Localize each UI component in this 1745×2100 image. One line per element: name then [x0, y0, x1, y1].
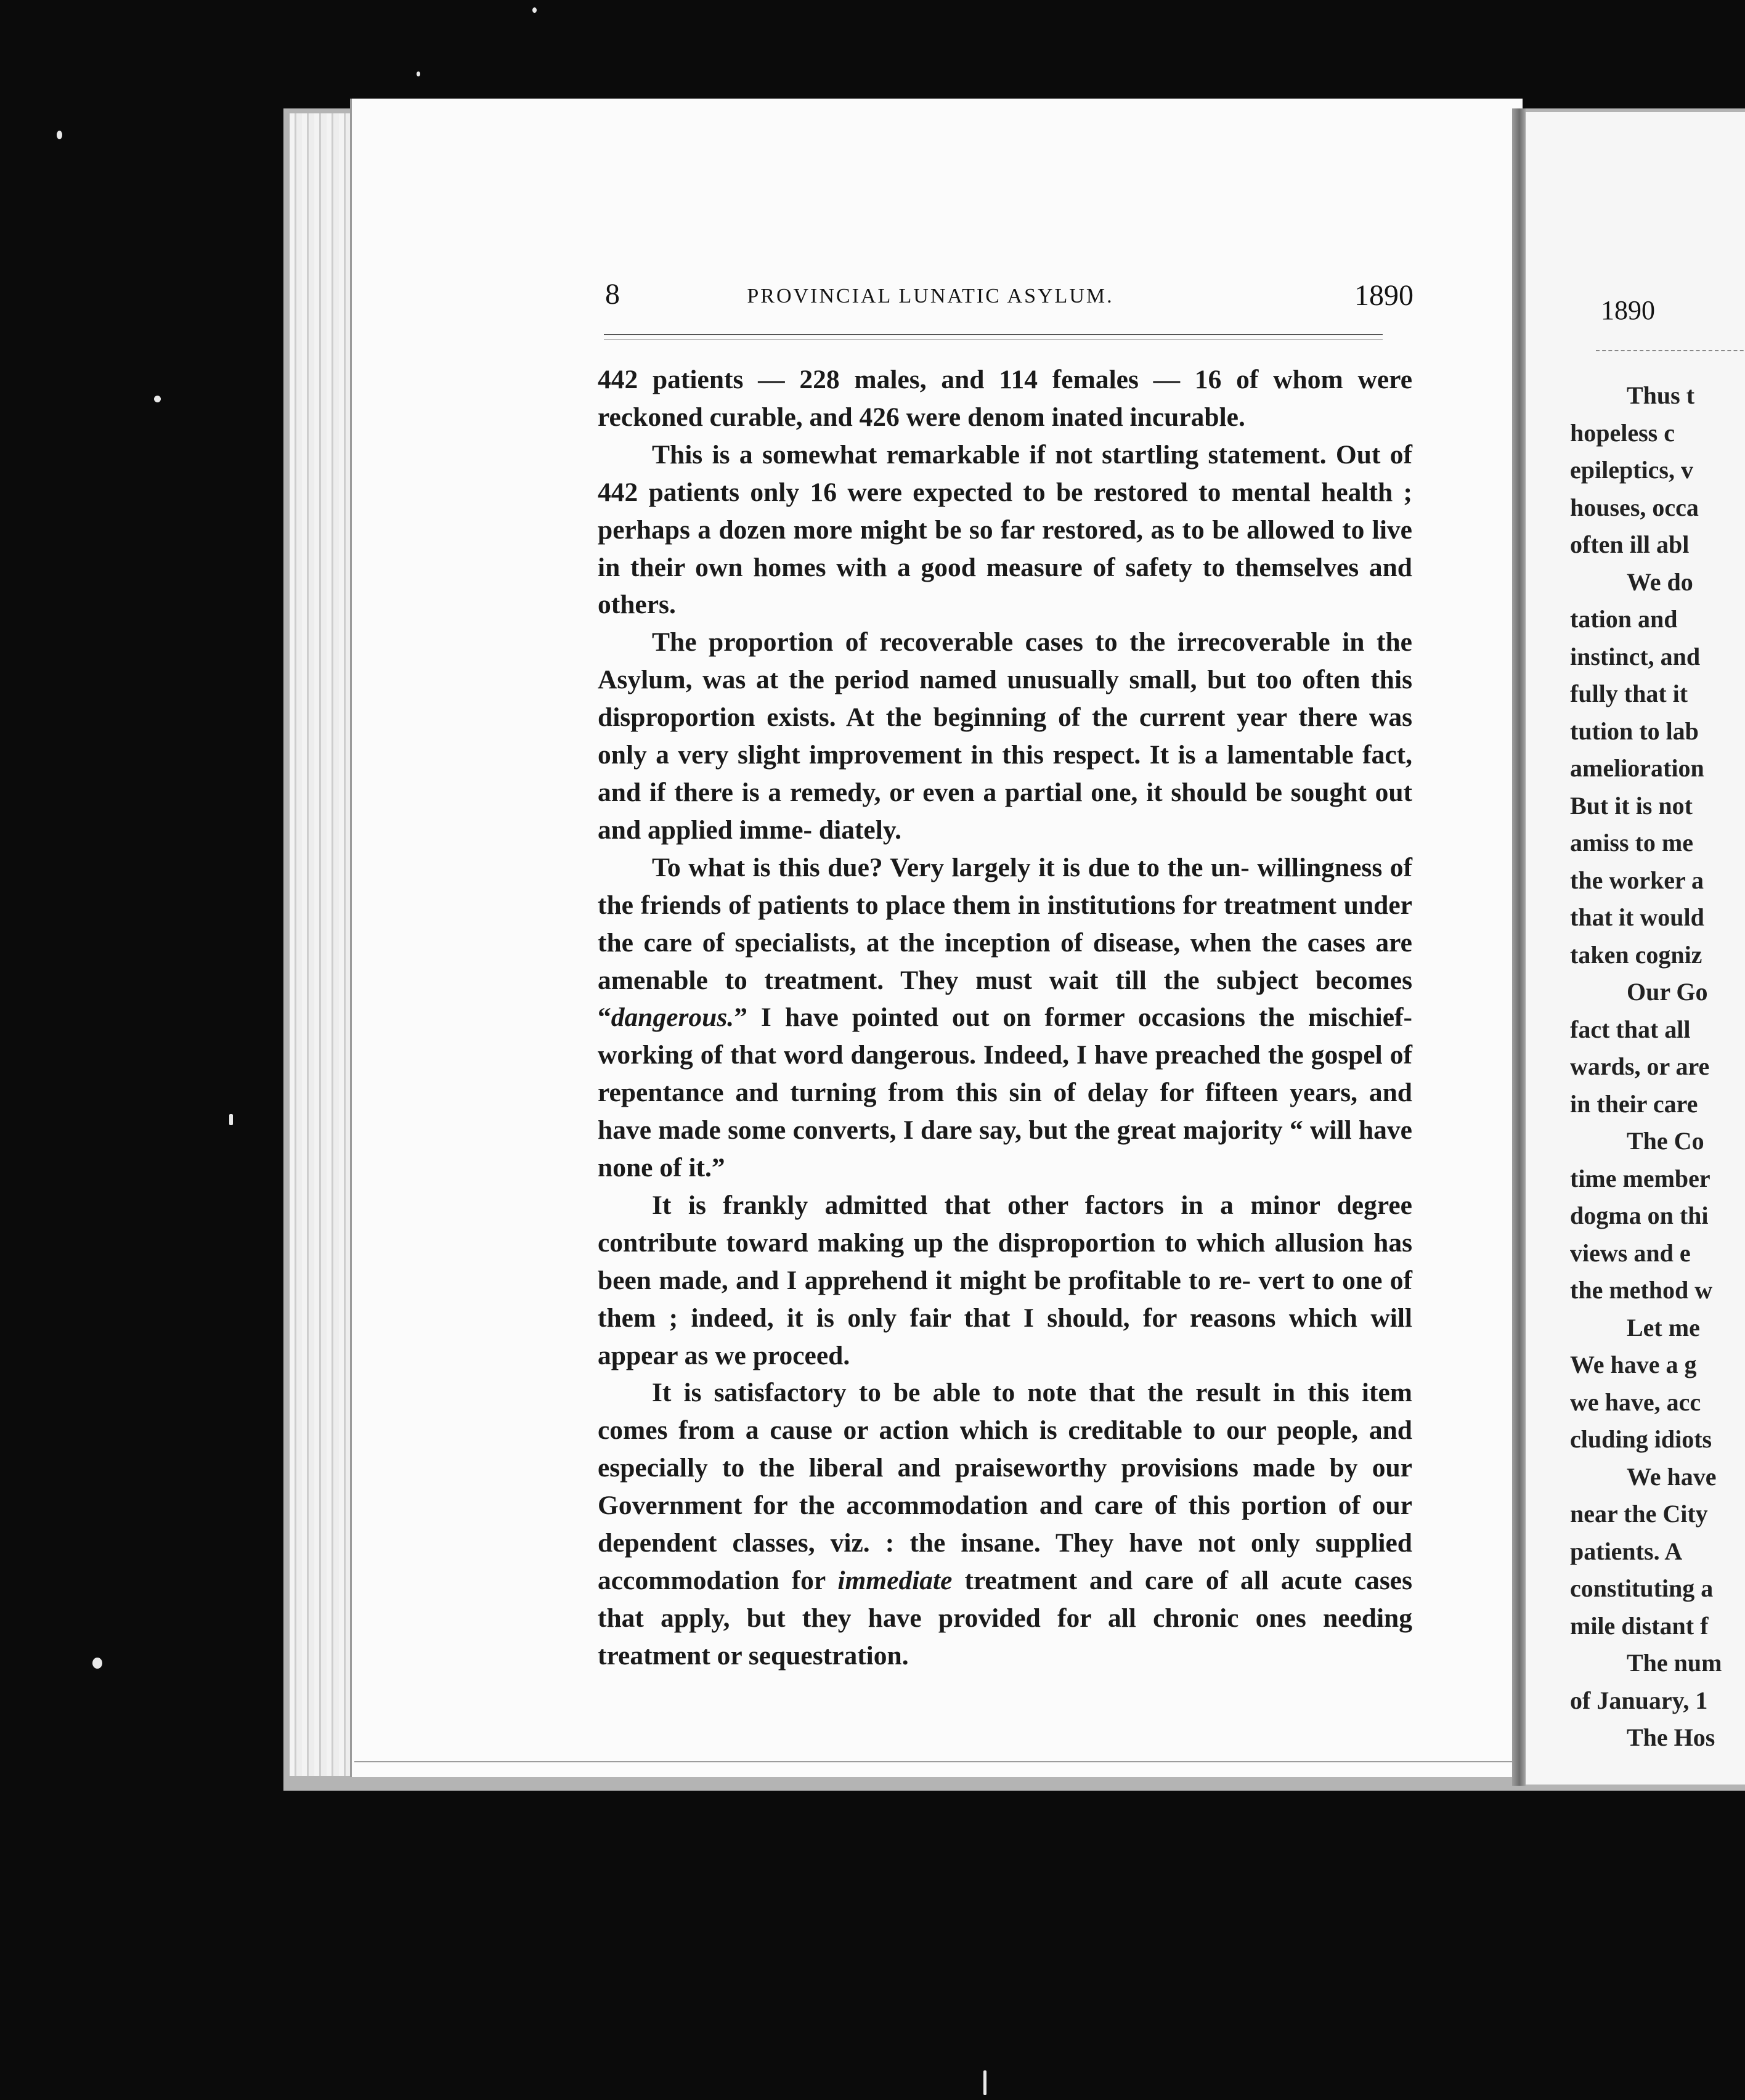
right-page-line: the method w: [1570, 1276, 1713, 1304]
emphasis-text: dangerous.: [611, 1003, 734, 1033]
right-page-line: We do: [1627, 568, 1693, 596]
right-page-line: wards, or are: [1570, 1052, 1710, 1080]
paragraph: It is frankly admitted that other factors in a minor degree contribute toward making up the disproportion to which allusion has been made, and I apprehend it might be profitable to re- vert to one of them ; indeed, it is only fair that I should, for reasons which will appear as we proceed.: [598, 1190, 1412, 1370]
right-page-line: patients. A: [1570, 1537, 1683, 1565]
dust-speck: [57, 131, 62, 139]
paragraph-text: ” I have pointed out on former occasions the mischief-working of that word dangerous. Indeed, I have preached the gospel of repentance and turning from this sin of delay for fifteen years, and have made some converts, I dare say, but the great majority “ will have none of it.”: [598, 1003, 1412, 1183]
right-page-line: dogma on thi: [1570, 1202, 1709, 1229]
right-page-line: views and e: [1570, 1239, 1691, 1267]
body-text: [598, 361, 1412, 1675]
right-page-line: epileptics, v: [1570, 456, 1693, 484]
paragraph: This is a somewhat remarkable if not startling statement. Out of 442 patients only 16 were expected to be restored to mental health ; perhaps a dozen more might be so far restored, as to be allowed to live in their own homes with a good measure of safety to themselves and others.: [598, 439, 1412, 620]
right-page-line: We have a g: [1570, 1351, 1697, 1378]
right-page-year: 1890: [1601, 295, 1655, 325]
paragraph: [598, 1374, 1412, 1674]
right-page-line: The num: [1627, 1649, 1722, 1677]
right-page-line: hopeless c: [1570, 418, 1675, 447]
dust-speck: [154, 396, 161, 402]
right-page-line: constituting a: [1570, 1574, 1714, 1602]
right-page-line: amelioration: [1570, 754, 1704, 782]
paragraph-text: It is satisfactory to be able to note that the result in this item comes from a cause or action which is creditable to our people, and especially to the liberal and praiseworthy provisions made by our Government for the accommodation and care of this portion of our dependent classes, viz. : the insane. They have not only supplied accommodation for: [598, 1378, 1412, 1595]
right-page-line: The Co: [1627, 1127, 1704, 1155]
right-page-line: tution to lab: [1570, 717, 1699, 745]
paragraph-text: treatment and care of all acute cases that apply, but they have provided for all chronic ones needing treatment or sequestration.: [598, 1566, 1412, 1671]
right-page-line: The Hos: [1627, 1724, 1715, 1751]
dust-speck: [92, 1658, 102, 1669]
right-page-line: Our Go: [1627, 978, 1708, 1006]
right-page-line: near the City: [1570, 1500, 1708, 1528]
running-title: PROVINCIAL LUNATIC ASYLUM.: [747, 285, 1114, 307]
right-page-line: But it is not: [1570, 791, 1693, 820]
right-page-line: we have, acc: [1570, 1388, 1701, 1416]
right-page-line: taken cogniz: [1570, 940, 1702, 969]
running-year: 1890: [1354, 279, 1413, 312]
paragraph: The proportion of recoverable cases to the irrecoverable in the Asylum, was at the period named unusually small, but too often this disproportion exists. At the beginning of the current year there was only a very slight improvement in this respect. It is a lamentable fact, and if there is a remedy, or even a partial one, it should be sought out and applied imme- diately.: [598, 627, 1412, 845]
right-page-line: that it would: [1570, 903, 1704, 931]
dust-speck: [532, 7, 537, 13]
dust-speck: [229, 1114, 233, 1125]
dust-speck: [983, 2070, 986, 2095]
right-page-line: tation and: [1570, 605, 1678, 633]
right-page-line: fully that it: [1570, 680, 1688, 707]
right-page-text: [1570, 377, 1745, 1757]
dust-speck: [417, 71, 420, 76]
right-page-line: time member: [1570, 1164, 1710, 1192]
paragraph: [598, 849, 1412, 1187]
paragraph-text: To what is this due? Very largely it is due to the un- willingness of the friends of patients to place them in institutions for treatment under the care of specialists, at the inception of disease, when the cases are amenable to treatment. They must wait till the subject becomes “: [598, 852, 1412, 1033]
right-page-line: cluding idiots: [1570, 1425, 1712, 1453]
right-page-line: in their care: [1570, 1089, 1698, 1118]
page-number: 8: [605, 278, 620, 311]
header-rule: [604, 334, 1383, 340]
right-page-line: often ill abl: [1570, 531, 1690, 558]
right-page-line: of January, 1: [1570, 1686, 1708, 1714]
right-page-line: instinct, and: [1570, 642, 1701, 670]
paragraph: 442 patients — 228 males, and 114 females — 16 of whom were reckoned curable, and 426 were denom inated incurable.: [598, 365, 1412, 432]
right-page-line: houses, occa: [1570, 493, 1699, 521]
right-page-line: Thus t: [1627, 381, 1695, 409]
book-gutter: [1512, 108, 1526, 1786]
right-page-line: the worker a: [1570, 866, 1704, 894]
right-page-line: Let me: [1627, 1313, 1700, 1341]
right-page-line: amiss to me: [1570, 829, 1693, 857]
right-header-rule: [1596, 350, 1745, 351]
right-page-line: mile distant f: [1570, 1611, 1709, 1640]
right-page-line: fact that all: [1570, 1015, 1691, 1043]
emphasis-text: immediate: [837, 1566, 953, 1595]
page-bottom-edge: [354, 1761, 1513, 1762]
right-page-line: We have: [1627, 1462, 1717, 1491]
